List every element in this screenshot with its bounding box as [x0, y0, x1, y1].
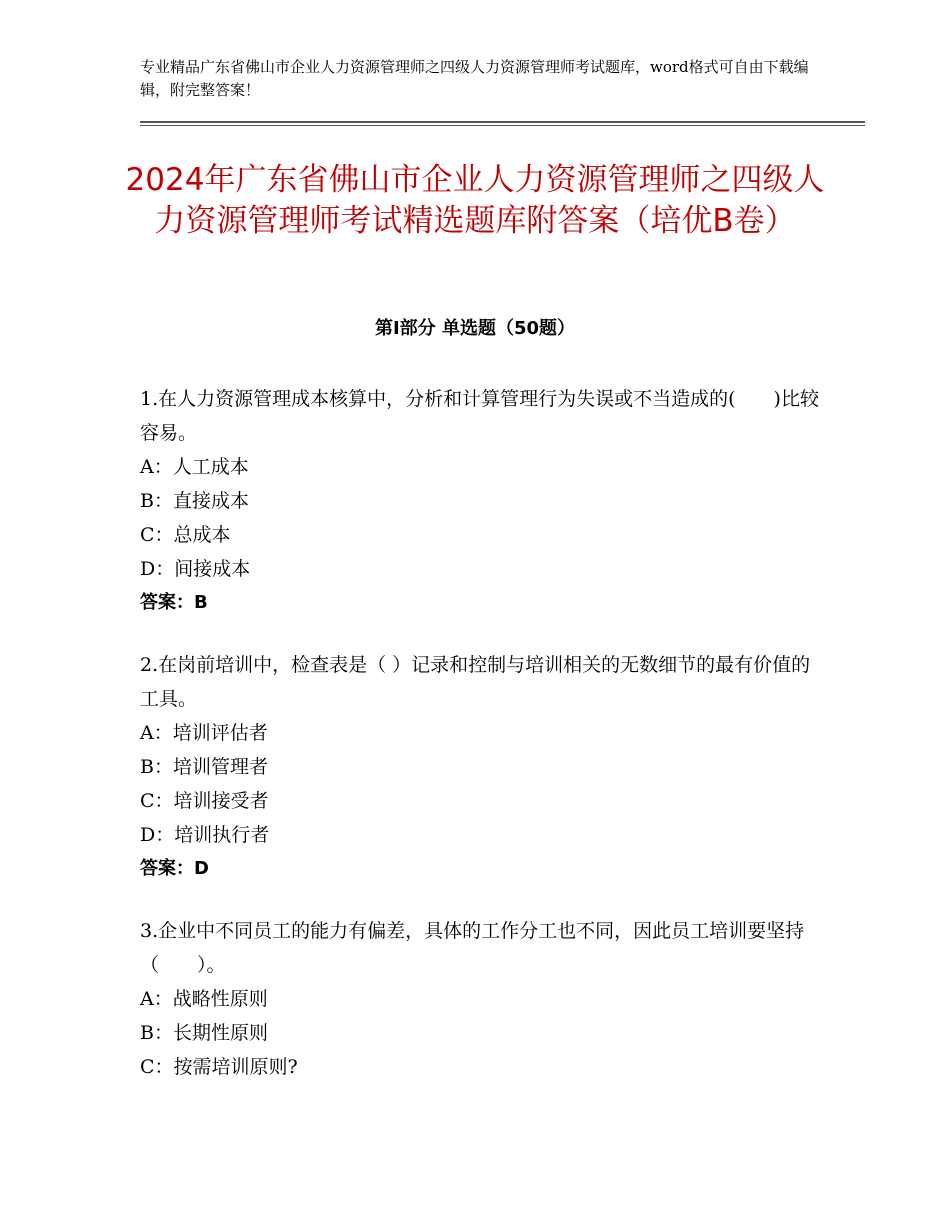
question-stem: 2.在岗前培训中，检查表是（ ）记录和控制与培训相关的无数细节的最有价值的工具。 — [140, 654, 811, 710]
question-1 — [140, 382, 820, 620]
header-divider-thin — [140, 125, 865, 126]
option-b: B：直接成本 — [140, 490, 249, 512]
answer: 答案：B — [140, 592, 208, 613]
question-stem: 3.企业中不同员工的能力有偏差，具体的工作分工也不同，因此员工培训要坚持（ ）。 — [140, 920, 805, 976]
option-c: C：培训接受者 — [140, 790, 269, 812]
option-c: C：总成本 — [140, 524, 231, 546]
option-d: D：培训执行者 — [140, 824, 270, 846]
question-3 — [140, 914, 820, 1084]
question-stem: 1.在人力资源管理成本核算中，分析和计算管理行为失误或不当造成的( )比较容易。 — [140, 388, 819, 444]
option-a: A：战略性原则 — [140, 988, 268, 1010]
option-a: A：培训评估者 — [140, 722, 268, 744]
header-note: 专业精品广东省佛山市企业人力资源管理师之四级人力资源管理师考试题库，word格式可自由下载编辑，附完整答案！ — [140, 58, 809, 99]
header-divider — [140, 121, 865, 123]
option-b: B：长期性原则 — [140, 1022, 268, 1044]
answer: 答案：D — [140, 858, 209, 879]
question-list — [140, 382, 820, 1112]
option-c: C：按需培训原则? — [140, 1056, 298, 1078]
option-b: B：培训管理者 — [140, 756, 268, 778]
section-title: 第Ⅰ部分 单选题（50题） — [374, 318, 575, 339]
option-a: A：人工成本 — [140, 456, 249, 478]
question-2 — [140, 648, 820, 886]
option-d: D：间接成本 — [140, 558, 251, 580]
document-title: 2024年广东省佛山市企业人力资源管理师之四级人力资源管理师考试精选题库附答案（培优B卷） — [125, 162, 825, 239]
